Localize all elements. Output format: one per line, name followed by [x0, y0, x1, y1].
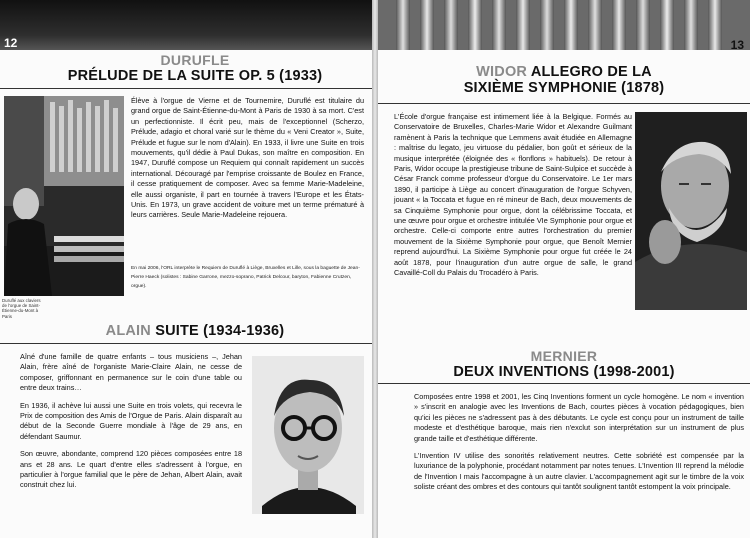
alain-work-title — [20, 323, 370, 339]
mernier-work-title: DEUX INVENTIONS (1998-2001) — [453, 364, 675, 380]
widor-work-line-1-text: ALLEGRO DE LA — [530, 64, 652, 80]
page-number-right: 13 — [730, 38, 744, 52]
alain-heading — [20, 323, 370, 339]
durufle-paragraph: Élève à l'orgue de Vierne et de Tournemire, Duruflé est titulaire du grand orgue de Saint-Étienne-du-Mont à Paris de 1930 à sa mort. C'est un perfectionniste. Il écrit peu, mais de l'exceptionnel (Scherzo, Prélude, adagio et choral varié sur le thème du « Veni Creator », Suite, Prélude et fugue sur le nom d'Alain). En 1933, il livre une Suite en trois mouvements, qu'il dédie à Paul Dukas, son maître en composition. En 1947, Duruflé compose un Requiem qui connaît rapidement un succès international. Découragé par l'emprise croissante de Boulez en France, il cesse pratiquement de composer. Avec sa femme Marie-Madeleine, elle aussi organiste, il part en tournée à travers l'Europe et les États-Unis. En 1973, un grave accident de voiture met un terme prématuré à leurs carrières. Seule Marie-Madeleine rejouera. — [131, 96, 364, 220]
right-page — [378, 0, 750, 538]
alain-photo — [252, 356, 364, 514]
alain-work: SUITE (1934-1936) — [155, 323, 285, 339]
alain-body — [20, 352, 242, 498]
durufle-body — [131, 96, 364, 228]
durufle-photo-caption: Duruflé aux claviers de l'orgue de Saint-Étienne-du-Mont à Paris — [2, 298, 41, 319]
widor-work-line-2: SIXIÈME SYMPHONIE (1878) — [463, 80, 665, 96]
widor-body — [394, 112, 632, 286]
alain-rule — [0, 343, 372, 344]
widor-heading — [378, 64, 750, 96]
durufle-work-title: PRÉLUDE DE LA SUITE OP. 5 (1933) — [67, 68, 323, 84]
left-header-band — [0, 0, 372, 50]
durufle-heading — [20, 52, 370, 84]
mernier-body — [414, 392, 744, 500]
alain-paragraph-1: Aîné d'une famille de quatre enfants – tous musiciens –, Jehan Alain, frère aîné de l'organiste Marie-Claire Alain, ne cesse de composer, griffonnant en permanence sur le coin d'une table ou entre deux trains… — [20, 352, 242, 393]
durufle-recording-caption: En mai 2006, l'ORL interprète le Requiem de Duruflé à Liège, Bruxelles et Lille, sous la baguette de Jean-Pierre Haeck (solistes : Sabine Garrone, mezzo-soprano, Patrick Delcour, baryton, Fabienne Crutzen, orgue). — [131, 266, 360, 289]
right-header-band — [378, 0, 750, 50]
mernier-heading — [378, 348, 750, 380]
widor-paragraph: L'École d'orgue française est intimement liée à la Belgique. Formés au Conservatoire de Bruxelles, Charles-Marie Widor et Alexandre Guilmant ramènent à Paris la technique que Lemmens avait étudiée en Allemagne : maîtrise du legato, jeu virtuose du pédalier, bon goût et sérieux de la musique interprétée (éloignée des « flonflons » habituels). De retour à Paris, Widor occupe la prestigieuse tribune de Saint-Sulpice et succède à César Franck comme professeur d'orgue du Conservatoire. Le 1er mars 1890, il participe à Liège au concert d'inauguration de l'orgue Schyven, jouant « la Toccata et fugue en ré mineur de Bach, deux mouvements de sa Cinquième Symphonie pour orgue, dont la célébrissime Toccata, et une œuvre pour orgue et orchestre intitulée VIe Symphonie pour orgue et orchestre. Celle-ci comporte entre autres l'orchestration du premier mouvement de la Sixième Symphonie pour orgue, que Benoît Mernier reprend aujourd'hui. La Sixième Symphonie pour orgue fut créée le 24 août 1878, pour l'inauguration d'un autre orgue de salle, le grand Cavaillé-Coll du Palais du Trocadéro à Paris. — [394, 112, 632, 278]
mernier-composer: MERNIER — [530, 348, 598, 364]
alain-paragraph-2: En 1936, il achève lui aussi une Suite en trois volets, qui recevra le Prix de composition des Amis de l'Orgue de Paris. Alain disparaît au début de la Seconde Guerre mondiale à l'âge de 29 ans, en défendant Saumur. — [20, 400, 242, 441]
alain-paragraph-3: Son œuvre, abondante, comprend 120 pièces composées entre 18 ans et 28 ans. Le quart d'entre elles s'adressent à l'orgue, en particulier à l'orgue familial que le père de Jehan, Albert Alain, avait construit chez lui. — [20, 449, 242, 490]
page-number-left: 12 — [4, 36, 18, 50]
mernier-paragraph-1: Composées entre 1998 et 2001, les Cinq Inventions forment un cycle homogène. Le nom « invention » s'inscrit en analogie avec les Inventions de Bach, courtes pièces à vocation pédagogiques, bien qu'ici les pièces ne s'adressent pas à des débutants. Le cycle est conçu pour un instrument de taille modeste et d'esthétique baroque, mais rien n'exclut son interprétation sur un instrument de plus grande taille et d'esthétique différente. — [414, 392, 744, 443]
alain-composer: ALAIN — [105, 323, 151, 339]
widor-work-line-1 — [378, 64, 750, 80]
left-page — [0, 0, 372, 538]
durufle-photo — [4, 96, 124, 296]
durufle-composer: DURUFLE — [160, 52, 230, 68]
widor-rule — [378, 103, 750, 104]
durufle-rule — [0, 88, 372, 89]
mernier-paragraph-2: L'Invention IV utilise des sonorités relativement neutres. Cette sobriété est compensée par la luxuriance de la polyphonie, procédant notamment par notes tenues. L'Invention III reprend la mélodie de l'Invention I mais l'accompagne à un autre clavier. L'accompagnement agit sur le timbre de la voix soliste créant des ombres et des contours qui tantôt soulignent tantôt estompent la voix principale. — [414, 451, 744, 492]
widor-photo — [635, 112, 747, 310]
widor-composer: WIDOR — [476, 64, 528, 80]
mernier-rule — [378, 383, 750, 384]
